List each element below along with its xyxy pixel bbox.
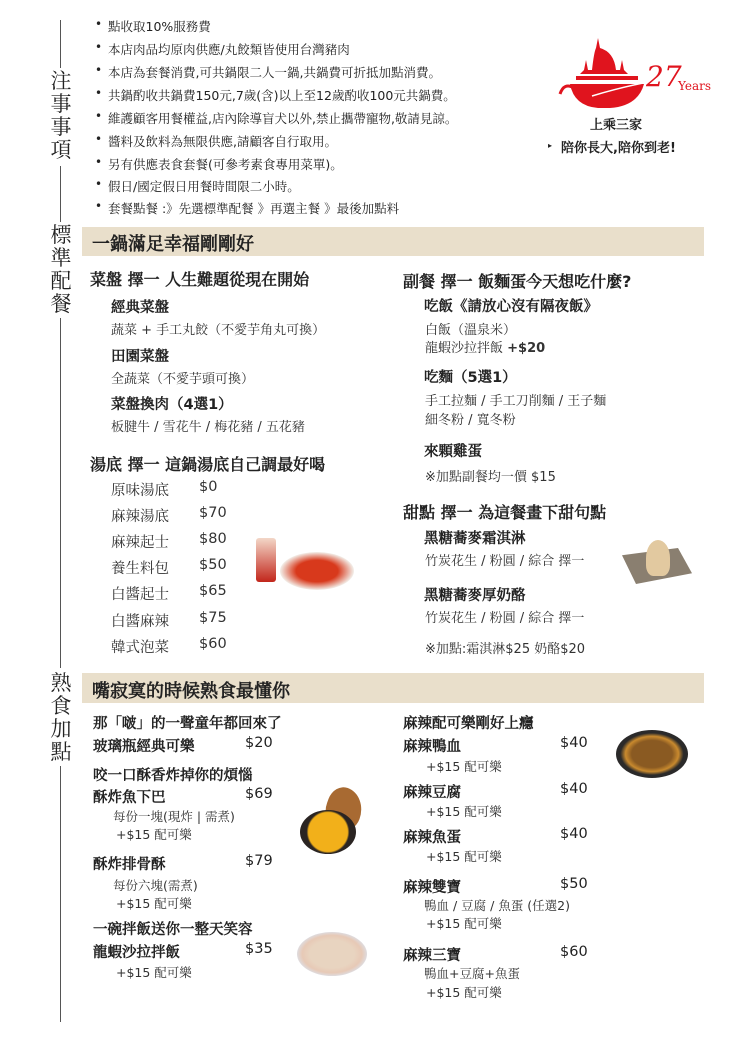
rice-name: 吃飯《請放心沒有隔夜飯》 — [424, 299, 598, 315]
soup-name: 原味湯底 — [111, 483, 169, 499]
rice-line: 白飯（溫泉米） — [425, 323, 517, 338]
ice-cream-swirl — [646, 540, 670, 576]
veg-item-name: 田園菜盤 — [111, 349, 169, 365]
addon-price: $69 — [245, 786, 273, 802]
addon-extra: +$15 配可樂 — [426, 804, 502, 819]
soup-name: 白醬麻辣 — [111, 614, 169, 630]
divider — [60, 20, 61, 68]
noodle-name: 吃麵（5選1） — [424, 370, 517, 386]
addon-name: 玻璃瓶經典可樂 — [93, 739, 195, 755]
divider — [60, 766, 61, 1022]
band-title: 嘴寂寞的時候熟食最懂你 — [92, 681, 290, 702]
dessert-heading: 甜點 擇一 為這餐畫下甜句點 — [403, 503, 607, 522]
soup-price: $50 — [199, 557, 227, 573]
logo-years-number: 27 — [646, 60, 682, 93]
addon-extra: +$15 配可樂 — [116, 896, 192, 911]
note: • 另有供應表食套餐(可參考素食專用菜單)。 — [108, 155, 343, 173]
addon-price: $40 — [560, 826, 588, 842]
addon-name: 麻辣雙寶 — [403, 880, 461, 896]
section-band — [82, 227, 704, 256]
addon-extra: +$15 配可樂 — [116, 965, 192, 980]
addon-desc: 鴨血 / 豆腐 / 魚蛋 (任選2) — [424, 898, 570, 913]
note: • 維護顧客用餐權益,店內除導盲犬以外,禁止攜帶寵物,敬請見諒。 — [108, 109, 457, 127]
addon-desc: 每份六塊(需煮) — [113, 878, 198, 893]
note: • 點收取10%服務費 — [108, 17, 211, 35]
section-band — [82, 673, 704, 703]
soup-price: $0 — [199, 479, 218, 495]
addon-desc: 鴨血+豆腐+魚蛋 — [424, 966, 520, 981]
addon-extra: +$15 配可樂 — [426, 985, 502, 1000]
soup-photo-dish — [280, 552, 354, 590]
slogan-arrow-icon: ▸ — [548, 141, 553, 150]
note: • 本店肉品均原肉供應/丸餃類皆使用台灣豬肉 — [108, 40, 350, 58]
veg-item-desc: 全蔬菜（不愛芋頭可換） — [111, 372, 255, 387]
soup-name: 白醬起士 — [111, 587, 169, 603]
addon-extra: +$15 配可樂 — [116, 827, 192, 842]
veg-item-desc: 蔬菜 + 手工丸餃（不愛芋角丸可換） — [111, 323, 326, 338]
note: • 假日/國定假日用餐時間限二小時。 — [108, 177, 300, 195]
logo-years-label: Years — [678, 79, 712, 93]
group-title: 麻辣配可樂剛好上癮 — [403, 716, 534, 732]
egg-note: ※加點副餐均一價 $15 — [425, 470, 556, 485]
note: • 套餐點餐 :》先選標準配餐 》再選主餐 》最後加點料 — [108, 199, 399, 217]
egg-name: 來顆雞蛋 — [424, 444, 482, 460]
addon-price: $35 — [245, 941, 273, 957]
veg-item-name: 經典菜盤 — [111, 300, 169, 316]
note: • 本店為套餐消費,可共鍋限二人一鍋,共鍋費可折抵加點消費。 — [108, 63, 441, 81]
section-label-notes: 注事事項 — [50, 69, 72, 162]
soup-price: $80 — [199, 531, 227, 547]
section-label-standard: 標準配餐 — [50, 223, 72, 316]
addon-price: $79 — [245, 853, 273, 869]
group-title: 一碗拌飯送你一整天笑容 — [93, 922, 253, 938]
soup-name: 麻辣湯底 — [111, 509, 169, 525]
dessert-desc: 竹炭花生 / 粉圓 / 綜合 擇一 — [425, 611, 585, 626]
restaurant-name: 上乘三家 — [590, 118, 643, 133]
addon-price: $40 — [560, 735, 588, 751]
soup-name: 養生料包 — [111, 561, 169, 577]
veg-item-name: 菜盤換肉（4選1） — [111, 397, 233, 413]
group-title: 咬一口酥香炸掉你的煩惱 — [93, 768, 253, 784]
addon-extra: +$15 配可樂 — [426, 759, 502, 774]
veg-item-desc: 板腱牛 / 雪花牛 / 梅花豬 / 五花豬 — [111, 420, 305, 435]
soup-photo — [256, 538, 276, 582]
soup-price: $70 — [199, 505, 227, 521]
side-heading: 副餐 擇一 飯麵蛋今天想吃什麼? — [403, 272, 632, 291]
note: • 醬料及飲料為無限供應,請顧客自行取用。 — [108, 132, 337, 150]
addon-name: 麻辣三寶 — [403, 948, 461, 964]
soup-price: $60 — [199, 636, 227, 652]
noodle-line: 手工拉麵 / 手工刀削麵 / 王子麵 — [425, 394, 607, 409]
addon-name: 龍蝦沙拉拌飯 — [93, 945, 180, 961]
addon-extra: +$15 配可樂 — [426, 916, 502, 931]
rice-upgrade-price: +$20 — [507, 341, 546, 356]
divider — [60, 318, 61, 668]
dessert-name: 黑糖蕎麥厚奶酪 — [424, 588, 526, 604]
divider — [60, 166, 61, 222]
dipping-sauce-photo — [300, 810, 356, 854]
soup-name: 麻辣起士 — [111, 535, 169, 551]
soup-price: $75 — [199, 610, 227, 626]
dessert-name: 黑糖蕎麥霜淇淋 — [424, 531, 526, 547]
addon-extra: +$15 配可樂 — [426, 849, 502, 864]
addon-price: $20 — [245, 735, 273, 751]
salad-rice-photo — [297, 932, 367, 976]
addon-name: 麻辣魚蛋 — [403, 830, 461, 846]
soup-price: $65 — [199, 583, 227, 599]
dessert-desc: 竹炭花生 / 粉圓 / 綜合 擇一 — [425, 554, 585, 569]
addon-desc: 每份一塊(現炸 | 需煮) — [113, 809, 235, 824]
soup-name: 韓式泡菜 — [111, 640, 169, 656]
dessert-note: ※加點:霜淇淋$25 奶酪$20 — [425, 642, 586, 657]
addon-price: $60 — [560, 944, 588, 960]
addon-price: $40 — [560, 781, 588, 797]
veg-heading: 菜盤 擇一 人生難題從現在開始 — [90, 270, 310, 289]
rice-upgrade: 龍蝦沙拉拌飯 — [425, 341, 508, 356]
noodle-line: 細冬粉 / 寬冬粉 — [425, 413, 516, 428]
band-title: 一鍋滿足幸福剛剛好 — [92, 234, 254, 255]
addon-price: $50 — [560, 876, 588, 892]
addon-name: 麻辣豆腐 — [403, 785, 461, 801]
addon-name: 麻辣鴨血 — [403, 739, 461, 755]
note: • 共鍋酌收共鍋費150元,7歲(含)以上至12歲酌收100元共鍋費。 — [108, 86, 456, 104]
slogan: 陪你長大,陪你到老! — [561, 141, 676, 156]
addon-name: 酥炸魚下巴 — [93, 790, 166, 806]
group-title: 那「啵」的一聲童年都回來了 — [93, 716, 282, 732]
spicy-dish-photo — [616, 730, 688, 778]
addon-name: 酥炸排骨酥 — [93, 857, 166, 873]
restaurant-logo — [558, 34, 718, 114]
section-label-addon: 熟食加點 — [50, 671, 72, 764]
rice-line — [425, 337, 545, 356]
soup-heading: 湯底 擇一 這鍋湯底自己調最好喝 — [90, 455, 326, 474]
